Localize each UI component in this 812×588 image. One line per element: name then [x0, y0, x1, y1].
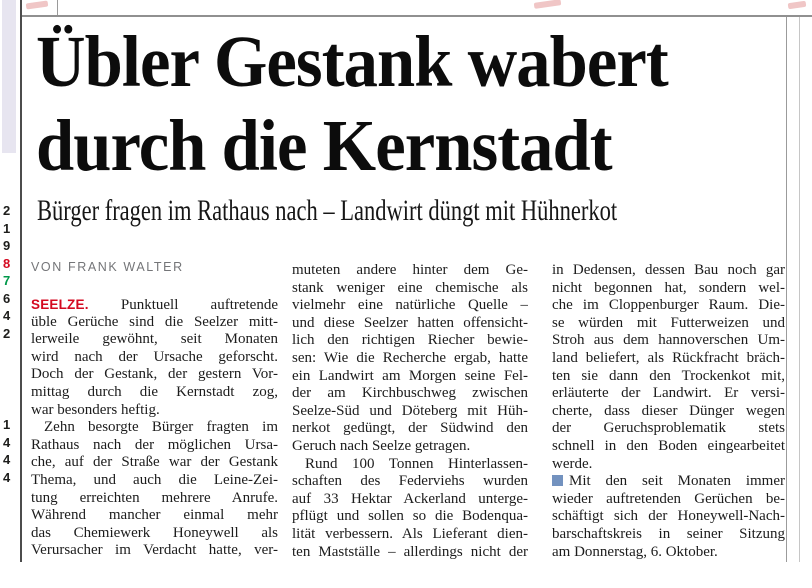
body-line: vielmehr eine natürliche Quelle –	[292, 297, 528, 314]
body-line: Rathaus nach der möglichen Ursa-	[31, 436, 278, 453]
body-line: Doch der Gestank, der gestern Vor-	[31, 366, 278, 383]
body-line: Mit den seit Monaten immer	[552, 473, 785, 491]
body-line: Stroh aus dem hannoverschen Um-	[552, 332, 785, 349]
body-line: der Geruchsproblematik stets	[552, 420, 785, 437]
body-line: che im Cloppenburger Raum. Die-	[552, 297, 785, 314]
body-line: werde.	[552, 455, 593, 472]
blue-square-marker-icon	[552, 475, 563, 486]
top-rule	[20, 15, 812, 17]
edge-number: 4	[3, 452, 11, 467]
body-line: stank weniger eine chemische als	[292, 279, 528, 296]
body-line: lität verbessern. Als Lieferant dien-	[292, 525, 528, 542]
body-line: wieder auftretenden Gerüchen be-	[552, 490, 785, 507]
edge-number: 4	[3, 469, 11, 485]
right-column-rule	[786, 17, 787, 562]
body-line: erläuterte der Landwirt. Er versi-	[552, 385, 785, 402]
body-line: schnell in den Boden eingearbeitet	[552, 437, 785, 454]
body-line: Geruch nach Seelze getragen.	[292, 437, 471, 454]
body-column-2	[292, 262, 528, 561]
edge-number: 7	[3, 273, 11, 288]
body-line: se würden mit Futterweizen und	[552, 314, 785, 331]
body-line: wird nach der Ursache geforscht.	[31, 348, 278, 365]
body-line: nicht begonnen hat, sondern wel-	[552, 279, 785, 296]
edge-number: 1	[3, 417, 11, 432]
body-line: ten sie dann den Trockenkot mit,	[552, 367, 785, 384]
body-line: der am Kirchbuschweg zwischen	[292, 385, 528, 402]
body-line: ein Landwirt am Morgen seine Fel-	[292, 367, 528, 384]
body-line: schäftigt sich der Honeywell-Nach-	[552, 508, 785, 525]
edge-number: 1	[3, 220, 11, 236]
edge-number: 8	[3, 255, 11, 271]
body-line: Rund 100 Tonnen Hinterlassen-	[305, 455, 528, 472]
body-line: auf 33 Hektar Ackerland unterge-	[292, 490, 528, 507]
left-column-rule	[20, 0, 22, 562]
body-line: nerkot gedüngt, der Südwind den	[292, 420, 528, 437]
body-line: Während mancher einmal mehr	[31, 507, 278, 524]
headline	[36, 20, 750, 188]
adjacent-column-rule	[799, 17, 800, 562]
subheadline: Bürger fragen im Rathaus nach – Landwirt düngt mit Hühnerkot	[37, 194, 618, 227]
body-line: pflügt und sollen so die Bodenqua-	[292, 508, 528, 525]
body-line: Thema, und auch die Leine-Zei-	[31, 471, 278, 488]
body-line: mittag durch die Kernstadt zog,	[31, 383, 278, 400]
body-line: das Chemiewerk Honeywell als	[31, 524, 278, 541]
dateline: SEELZE.	[31, 297, 89, 312]
body-line: üble Gerüche sind die Seelzer mitt-	[31, 313, 278, 330]
top-left-rule-segment	[57, 0, 58, 15]
print-registration-mark	[788, 1, 807, 9]
body-line: Seelze-Süd und Döteberg mit Hüh-	[292, 402, 528, 419]
edge-number: 4	[3, 308, 11, 323]
body-column-1	[31, 296, 278, 560]
body-line: Zehn besorgte Bürger fragten im	[44, 419, 278, 436]
body-line: land beliefert, als Rückfracht bräch-	[552, 349, 785, 366]
body-line: che, auf der Straße war der Gestank	[31, 454, 278, 471]
body-line: und diese Seelzer hatten offensicht-	[292, 314, 528, 331]
edge-number: 2	[3, 203, 11, 218]
page-edge-strip	[2, 0, 16, 153]
body-line: barschaftskreis in seiner Sitzung	[552, 525, 785, 542]
body-line: lich den richtigen Riecher bewie-	[292, 332, 528, 349]
body-line: Verursacher im Verdacht hatte, ver-	[31, 542, 278, 559]
edge-number: 4	[3, 434, 11, 450]
edge-number: 9	[3, 238, 11, 253]
headline-line1: Übler Gestank wabert	[36, 21, 668, 102]
body-line: SEELZE. Punktuell auftretende	[31, 297, 278, 313]
body-line: sen: Wie die Recherche ergab, hatte	[292, 349, 528, 366]
byline: VON FRANK WALTER	[31, 260, 184, 274]
body-line: cherte, dass dieser Dünger wegen	[552, 402, 785, 419]
body-line: muteten andere hinter dem Ge-	[292, 262, 528, 278]
edge-number: 2	[3, 325, 11, 341]
edge-number: 6	[3, 290, 11, 306]
body-line: lerweile gewöhnt, seit Monaten	[31, 331, 278, 348]
body-line: in Dedensen, dessen Bau noch gar	[552, 262, 785, 278]
body-line: ten Mastställe – allerdings nicht der	[292, 543, 528, 560]
print-registration-mark	[534, 0, 562, 9]
body-column-3	[552, 262, 785, 561]
body-line: tung erreichten mehrere Anrufe.	[31, 489, 278, 506]
body-line: schaften des Federviehs wurden	[292, 473, 528, 490]
body-line: am Donnerstag, 6. Oktober.	[552, 543, 718, 560]
print-registration-mark	[26, 0, 49, 9]
body-line: war besonders heftig.	[31, 401, 160, 418]
headline-line2: durch die Kernstadt	[36, 105, 612, 186]
